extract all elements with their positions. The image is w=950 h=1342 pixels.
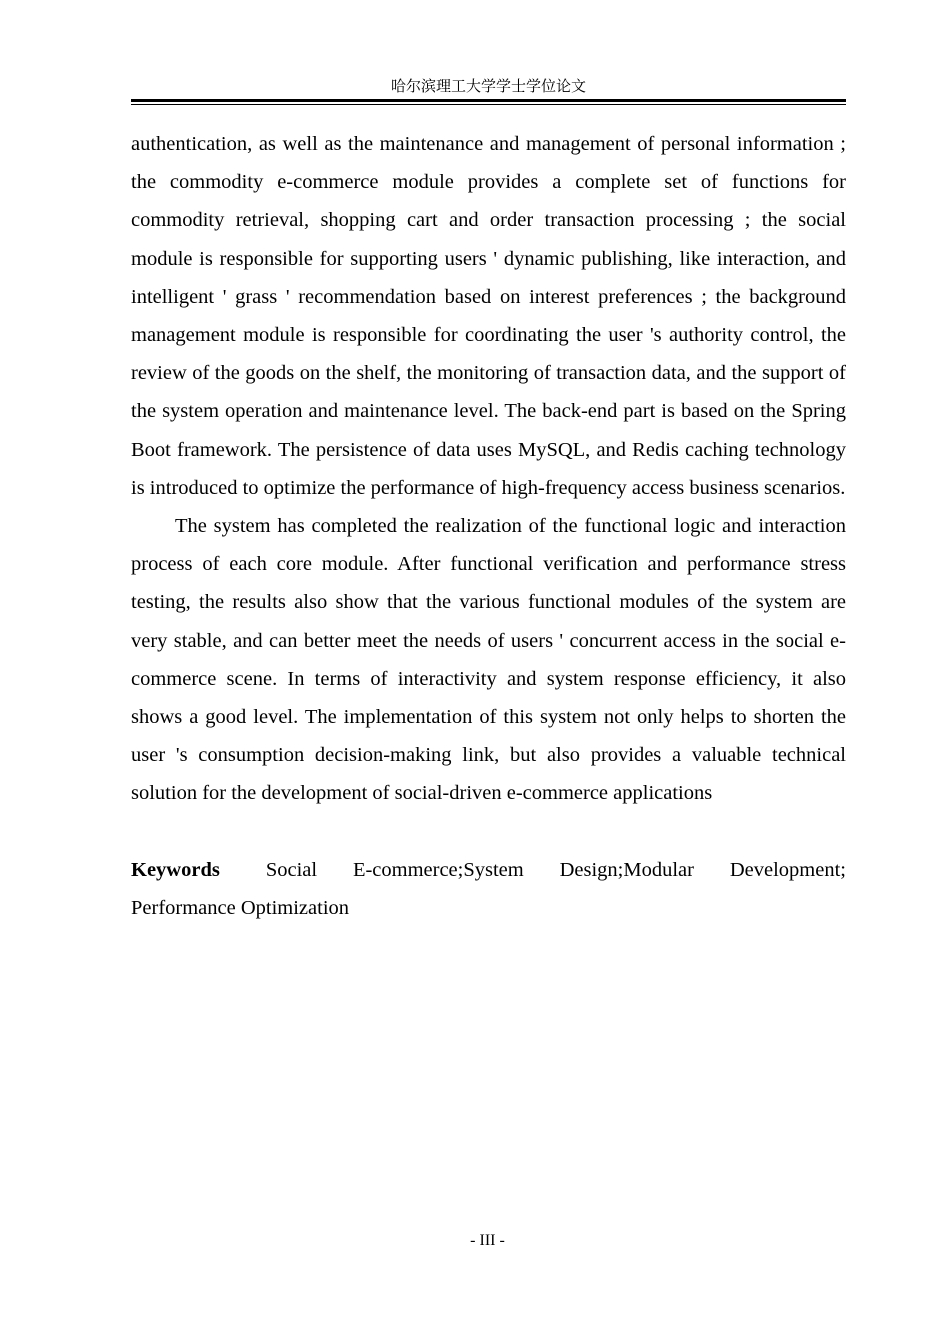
abstract-paragraph-1: authentication, as well as the maintenance and management of personal information ; the commodity e-commerce module provides a complete set of functions for commodity retrieval, shopping cart and order transaction processing ; the social module is responsible for supporting users ' dynamic publishing, like interaction, and intelligent ' grass ' recommendation based on interest preferences ; the background management module is responsible for coordinating the user 's authority control, the review of the goods on the shelf, the monitoring of transaction data, and the support of the system operation and maintenance level. The back-end part is based on the Spring Boot framework. The persistence of data uses MySQL, and Redis caching technology is introduced to optimize the performance of high-frequency access business scenarios.	[131, 133, 846, 499]
keywords-text: Social E-commerce;System Design;Modular Development; Performance Optimization	[131, 858, 846, 919]
page-header: 哈尔滨理工大学学士学位论文	[390, 79, 586, 95]
abstract-paragraph-2: The system has completed the realization of the functional logic and interaction process of each core module. After functional verification and performance stress testing, the results also show that the various functional modules of the system are very stable, and can better meet the needs of users ' concurrent access in the social e-commerce scene. In terms of interactivity and system response efficiency, it also shows a good level. The implementation of this system not only helps to shorten the user 's consumption decision-making link, but also provides a valuable technical solution for the development of social-driven e-commerce applications	[131, 515, 846, 805]
keywords-label: Keywords	[131, 858, 220, 881]
page-number: - III -	[470, 1232, 505, 1249]
header-rule-thick	[131, 99, 846, 102]
header-rule-thin	[131, 104, 846, 105]
keywords-line	[131, 851, 846, 927]
abstract-body	[131, 125, 846, 927]
